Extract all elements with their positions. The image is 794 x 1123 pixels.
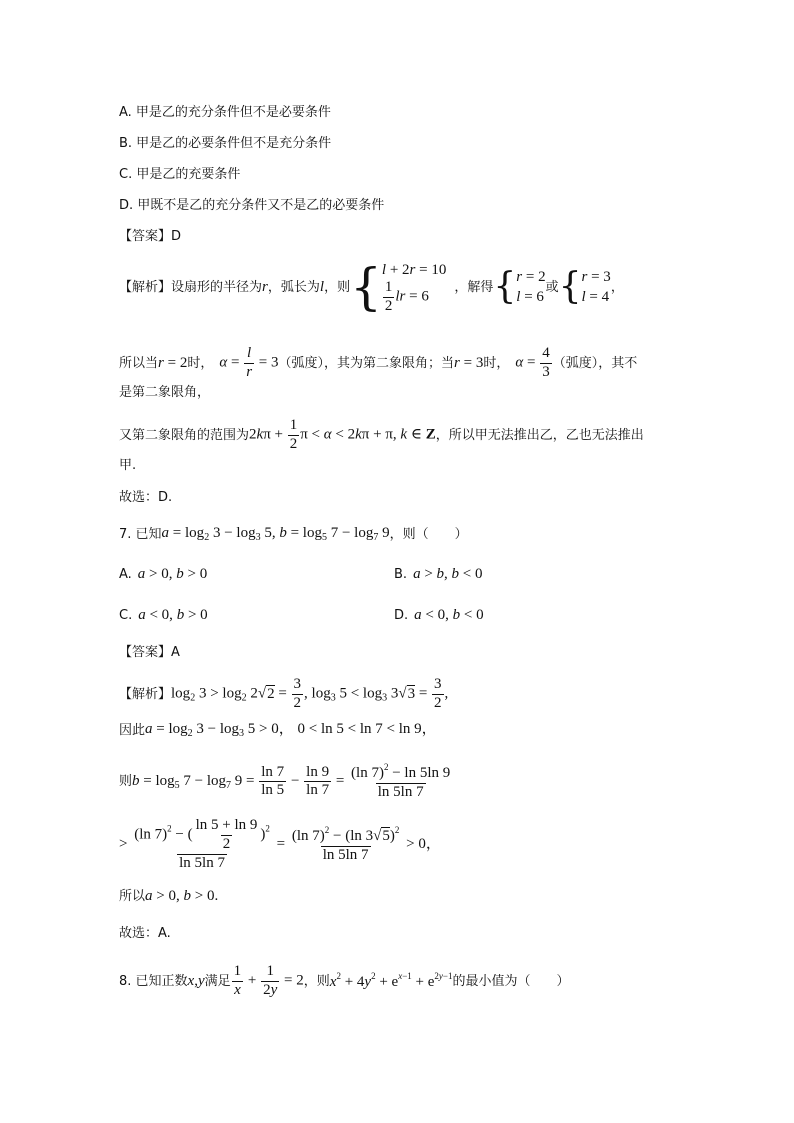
q7-option-a: A. a > 0, b > 0 — [119, 566, 208, 582]
answer-q6: 【答案】D — [119, 229, 182, 244]
answer-q7: 【答案】A — [119, 645, 180, 660]
analysis-label: 【解析】 — [119, 279, 172, 295]
analysis-q7-line2: 因此 $a = \log_2 3 - \log_3 5 > 0$， 0 < ln 5 < ln 7 < ln 9， — [119, 721, 437, 739]
option-c: C. 甲是乙的充要条件 — [119, 167, 241, 182]
q7-option-c: C. a < 0, b > 0 — [119, 607, 208, 623]
equation-system: { l + 2r = 10 $\frac{1}{2}$ lr = 6 — [350, 258, 447, 317]
analysis-text: ，弧长为 — [267, 279, 320, 295]
analysis-text: ，则 — [324, 279, 351, 295]
analysis-q6-line4: 又第二象限角的范围为 2kπ + $\frac{1}{2}$ π < α < 2kπ + π, k ∈ Z ，所以甲无法推出乙，乙也无法推出 — [119, 417, 644, 452]
option-a: A. 甲是乙的充分条件但不是必要条件 — [119, 105, 331, 120]
analysis-q6-line1: 【解析】 设扇形的半径为 r ，弧长为 l ，则 { l + 2r = 10 $\frac{1}{2}$ lr = 6 ，解得 { r = 2 l = 6 或 { r = 3 l = 4 ， — [119, 258, 624, 317]
q7-option-b: B. a > b, b < 0 — [394, 566, 483, 582]
q7-option-d: D. a < 0, b < 0 — [394, 607, 484, 623]
analysis-text: ，解得 — [454, 279, 494, 295]
analysis-q6-line3: 是第二象限角， — [119, 385, 211, 400]
analysis-text: 或 — [545, 279, 559, 295]
option-d: D. 甲既不是乙的充分条件又不是乙的必要条件 — [119, 198, 385, 213]
q7-stem: 7. 已知 $a = \log_2 3 - \log_3 5$, $b = \log_5 7 - \log_7 9$ ，则（ ） — [119, 525, 468, 543]
analysis-text: 设扇形的半径为 — [171, 279, 263, 295]
solution-system-2: { r = 3 l = 4 — [558, 266, 611, 308]
analysis-q7-line5: 所以 a > 0, b > 0. — [119, 888, 219, 904]
conclusion-q6: 故选：D. — [119, 490, 173, 505]
analysis-q6-line5: 甲. — [119, 458, 137, 473]
option-b: B. 甲是乙的必要条件但不是充分条件 — [119, 136, 332, 151]
analysis-q7-line4: > (ln 7)$^2$ − ( $\frac{\ln 5 + \ln 9}{2}$ )$^2$ ln 5ln 7 = $\frac{(\ln 7)^2 - (\ln 3√5)^2}{\ln 5\ln 7}$ > 0， — [119, 817, 441, 871]
analysis-q7-line1: 【解析】 $\log_2 3 > \log_2 2√2$ = $\frac{3}{2}$ , $\log_3 5 < \log_3 3√3$ = $\frac{3}{2}$ , — [119, 676, 449, 711]
solution-system-1: { r = 2 l = 6 — [493, 266, 546, 308]
q8-stem: 8. 已知正数 x , y 满足 $\frac{1}{x}$ + $\frac{1}{2y}$ = 2 ，则 $x^2 + 4y^2 + e^{x-1} + e^{2y-1}$ 的最小值为（ ） — [119, 963, 570, 998]
conclusion-q7: 故选：A. — [119, 926, 171, 941]
analysis-q6-line2: 所以当 r = 2 时， α = $\frac{l}{r}$ = 3 （弧度），其为第二象限角；当 r = 3 时， α = $\frac{4}{3}$ （弧度），其不 — [119, 345, 638, 380]
analysis-q7-line3: 则 $b = \log_5 7 - \log_7 9$ = $\frac{\ln 7}{\ln 5}$ − $\frac{\ln 9}{\ln 7}$ = $\frac{(\ln 7)^2 - \ln 5\ln 9}{\ln 5\ln 7}$ — [119, 762, 451, 800]
analysis-text: ， — [610, 279, 624, 295]
